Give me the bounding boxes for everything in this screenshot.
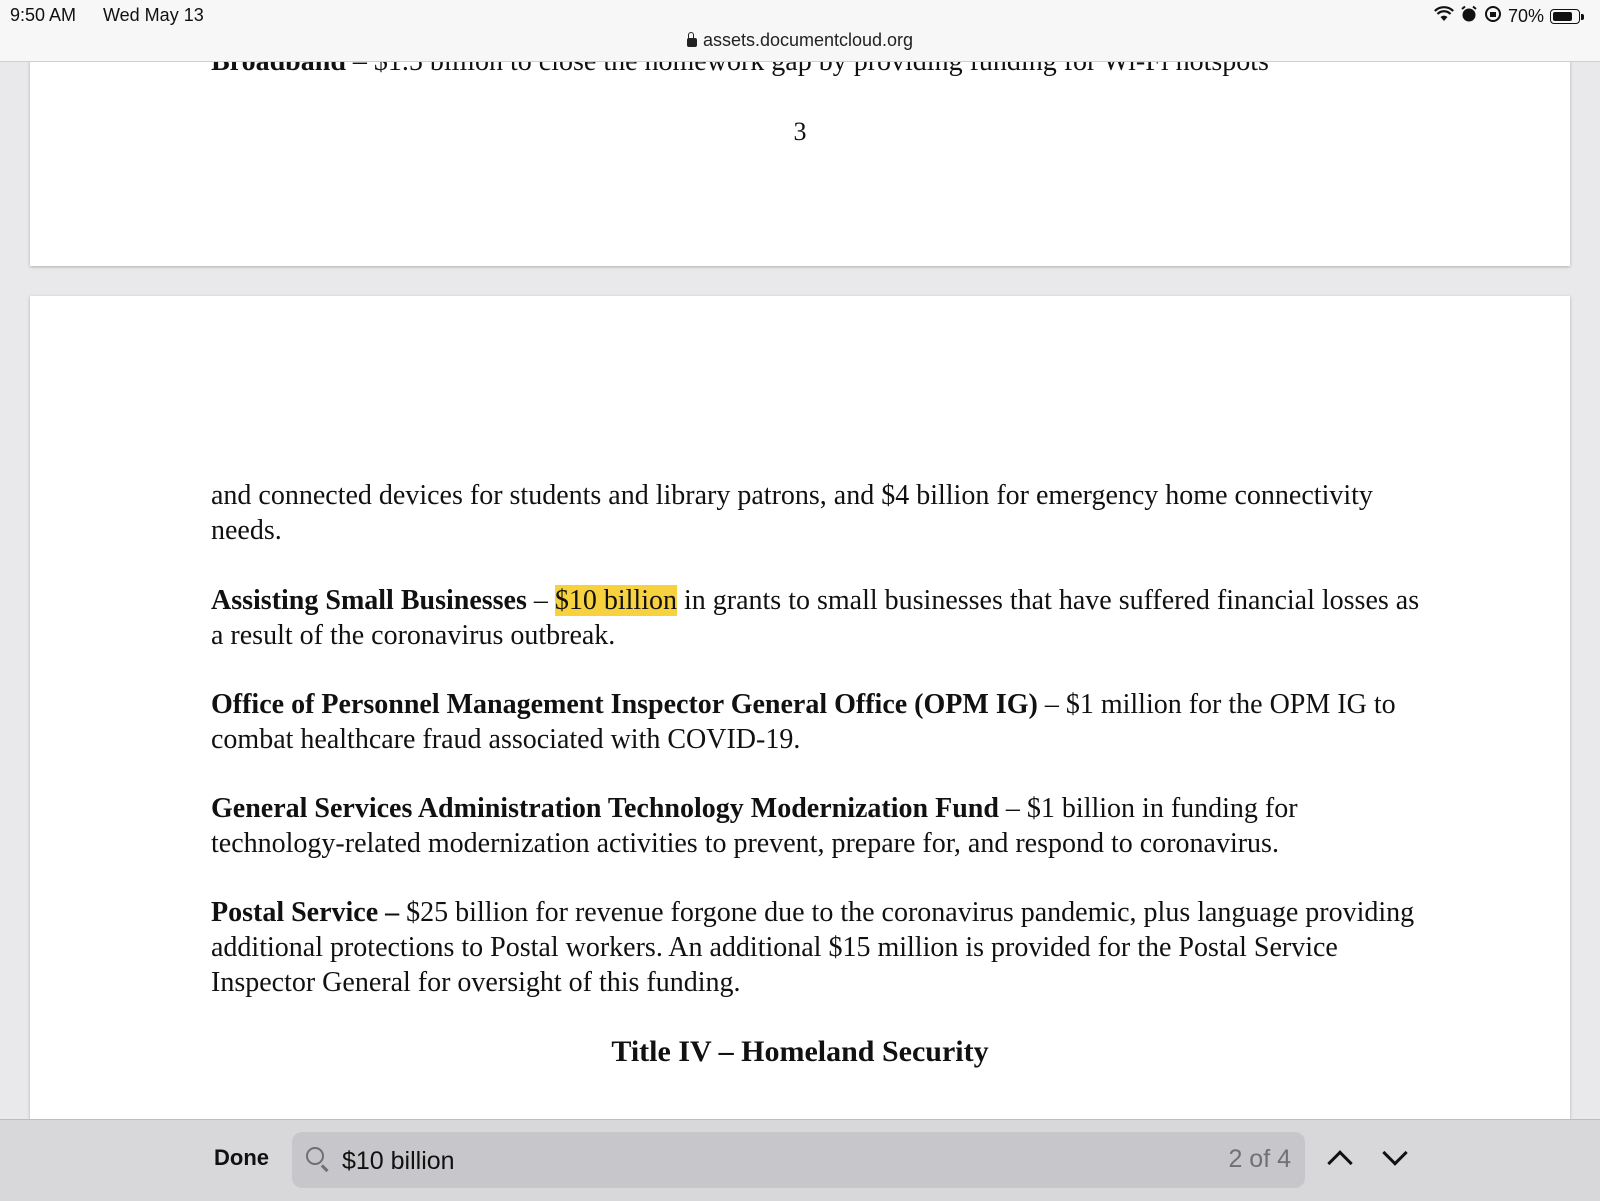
section-heading: Title IV – Homeland Security <box>611 1035 989 1068</box>
url-text: assets.documentcloud.org <box>702 30 914 50</box>
lock-icon <box>687 38 697 47</box>
postal-service-heading: Postal Service – <box>211 897 400 928</box>
address-bar[interactable] <box>0 30 1600 51</box>
wifi-icon <box>1434 6 1454 27</box>
chevron-down-icon <box>1382 1140 1407 1165</box>
previous-match-button[interactable] <box>1323 1142 1359 1178</box>
gsa-fund-text: – $1 billion in funding for technology-related modernization activities to prevent, prepare for, and respond to coronavirus. <box>211 793 1298 859</box>
paragraph-postal-service <box>211 895 1421 1000</box>
pdf-page-previous <box>30 40 1570 266</box>
paragraph-opm-ig <box>211 687 1421 757</box>
page-number: 3 <box>793 117 807 146</box>
status-bar <box>0 0 1600 62</box>
pdf-page-current <box>30 296 1570 1126</box>
done-button[interactable]: Done <box>214 1145 269 1170</box>
match-count: 2 of 4 <box>1228 1145 1291 1173</box>
postal-service-text: $25 billion for revenue forgone due to the coronavirus pandemic, plus language providing additional protections to Postal workers. An additional $15 million is provided for the Postal Service Inspector General for oversight of this funding. <box>211 897 1415 998</box>
small-businesses-text: in grants to small businesses that have suffered financial losses as a result of the coronavirus outbreak. <box>211 585 1420 651</box>
orientation-lock-icon <box>1484 5 1502 28</box>
small-businesses-heading: Assisting Small Businesses <box>211 585 527 616</box>
opm-ig-text: – $1 million for the OPM IG to combat healthcare fraud associated with COVID-19. <box>211 689 1396 755</box>
search-highlight: $10 billion <box>554 585 677 616</box>
alarm-icon <box>1460 5 1478 28</box>
chevron-up-icon <box>1327 1150 1352 1175</box>
find-input[interactable] <box>340 1140 1144 1182</box>
status-time: 9:50 AM <box>10 5 77 25</box>
next-match-button[interactable] <box>1378 1142 1414 1178</box>
battery-percent: 70% <box>1507 6 1544 26</box>
find-in-page-bar <box>0 1119 1600 1201</box>
opm-ig-heading: Office of Personnel Management Inspector General Office (OPM IG) <box>211 689 1038 720</box>
find-field[interactable] <box>292 1132 1305 1188</box>
paragraph-small-businesses <box>211 583 1421 653</box>
status-indicators <box>1434 5 1584 28</box>
paragraph-gsa-fund <box>211 791 1421 861</box>
gsa-fund-heading: General Services Administration Technology Modernization Fund <box>211 793 999 824</box>
search-icon <box>306 1147 324 1165</box>
paragraph-broadband-continued: and connected devices for students and library patrons, and $4 billion for emergency home connectivity needs. <box>211 480 1373 546</box>
battery-cap <box>1581 14 1584 20</box>
battery-icon <box>1550 9 1580 24</box>
status-date: Wed May 13 <box>103 5 204 25</box>
small-businesses-dash: – <box>526 585 555 616</box>
